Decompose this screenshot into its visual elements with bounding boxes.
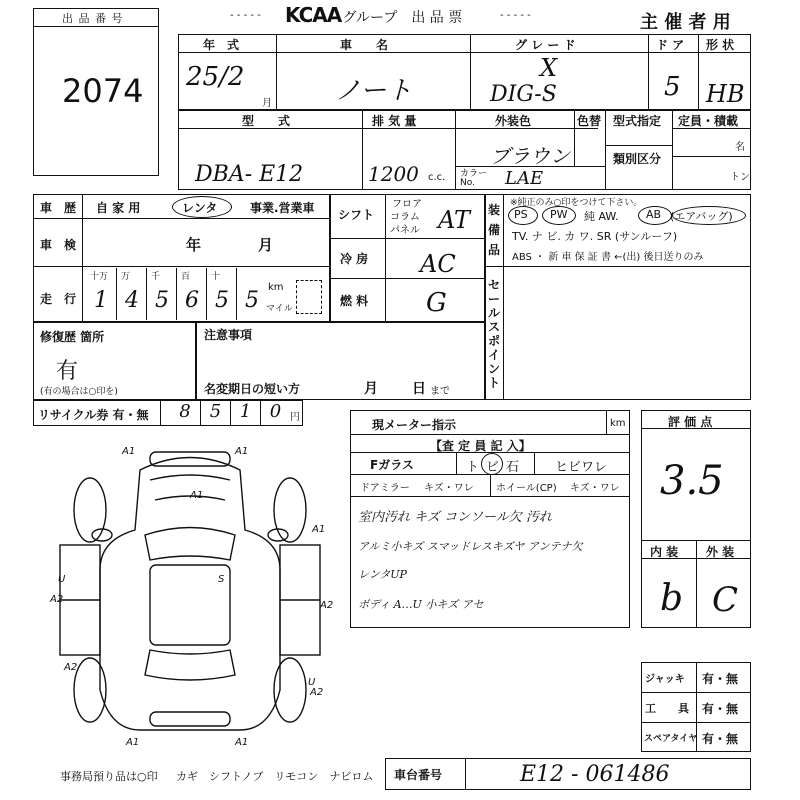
grade-value-2: DIG-S <box>490 82 557 107</box>
ac-label: 冷 房 <box>340 252 369 266</box>
exterior-color-label: 外装色 <box>495 114 532 128</box>
equipment-note: ※純正のみ○印をつけて下さい。 <box>510 198 643 208</box>
glass-stone: 石 <box>506 460 520 475</box>
evaluation-score: 3.5 <box>660 458 724 504</box>
repair-value: 有 <box>56 359 79 384</box>
mileage-digit-header: 百 <box>181 272 191 282</box>
recycle-digit: 1 <box>230 401 260 425</box>
mileage-digits <box>86 268 266 320</box>
type-spec-label: 型式指定 <box>613 114 662 128</box>
mile-checkbox <box>296 280 322 314</box>
glass-bi-circle <box>481 453 503 475</box>
evaluation-label: 評 価 点 <box>668 415 713 429</box>
recycle-digit: 8 <box>179 401 191 422</box>
mileage-digit: 5 <box>245 288 259 313</box>
car-name-value: ノート <box>335 76 413 106</box>
name-change-day: 日 <box>412 381 426 397</box>
ac-value: AC <box>420 250 456 278</box>
recycle-label: リサイクル券 有・無 <box>38 408 149 422</box>
equipment-label: 装 備 品 <box>488 203 501 257</box>
mark-a1-front-right: A1 <box>235 446 249 457</box>
organizer-label: 主 催 者 用 <box>640 12 731 33</box>
equip-ps: PS <box>514 208 528 221</box>
mileage-digit: 5 <box>155 288 169 313</box>
persons-unit: 名 <box>735 142 745 153</box>
mileage-digit-header: 万 <box>121 272 131 282</box>
glass-crack: ヒビワレ <box>555 460 608 475</box>
mileage-unit-mile: マイル <box>266 304 293 314</box>
mileage-digit: 6 <box>185 288 199 313</box>
mirror-label: ドアミラー <box>360 483 410 494</box>
model-value: DBA- E12 <box>195 162 304 187</box>
rear-window <box>145 650 235 680</box>
capacity-label: 定員・積載 <box>678 114 739 128</box>
rental-circle <box>172 196 232 218</box>
mirror-options: キズ・ワレ <box>424 483 474 494</box>
equipment-line2: TV. ナ ビ. カ ワ. SR (サンルーフ) <box>512 230 678 243</box>
mileage-digit-cell <box>116 268 146 320</box>
shift-option-floor: フロア <box>392 199 422 210</box>
shift-value: AT <box>438 206 471 234</box>
rear-right-wheel <box>274 658 306 722</box>
repair-note: (有の場合は○印を) <box>40 387 118 397</box>
header-dashes-left: ‐ ‐ ‐ ‐ ‐ <box>230 10 261 21</box>
name-change-label: 名変期日の短い方 <box>204 382 301 396</box>
front-right-wheel <box>274 478 306 542</box>
glass-label: Fガラス <box>370 458 414 472</box>
mileage-digit-header: 十 <box>211 272 221 282</box>
mileage-digit-header: 千 <box>151 272 161 282</box>
mark-a1-rear-right: A1 <box>235 737 249 748</box>
form-title: .グループ 出 品 票 <box>338 10 463 26</box>
chassis-number: E12 - 061486 <box>520 762 670 787</box>
mark-a2-left: A2 <box>50 594 64 605</box>
lot-label: 出 品 番 号 <box>62 12 124 25</box>
inspector-comment-1: 室内汚れ キズ コンソール欠 汚れ <box>358 510 552 525</box>
name-change-month: 月 <box>364 381 378 397</box>
color-no-value: LAE <box>505 168 544 189</box>
doors-label: ド ア <box>656 38 685 52</box>
tons-unit: トン <box>730 172 750 183</box>
meter-unit: km <box>610 418 626 429</box>
mark-a1-right: A1 <box>312 524 326 535</box>
repair-label: 修復歴 箇所 <box>40 330 105 344</box>
inspection-month-unit: 月 <box>258 236 274 254</box>
mileage-label: 走 行 <box>40 292 77 306</box>
equip-ab: AB <box>646 208 662 221</box>
month-unit: 月 <box>262 98 272 109</box>
sales-point-label: セールスポイント <box>488 278 501 390</box>
spare-tire-label: スペアタイヤ <box>644 734 698 744</box>
mileage-digit-cell <box>206 268 236 320</box>
mark-a1-front-left: A1 <box>122 446 136 457</box>
shift-option-column: コラム <box>390 212 420 223</box>
name-change-until: まで <box>430 386 450 397</box>
wheel-options: キズ・ワレ <box>570 483 620 494</box>
tools-label: 工 具 <box>645 702 689 715</box>
recycle-digit: 5 <box>200 401 230 425</box>
office-items: カギ シフトノブ リモコン ナビロム <box>176 770 374 783</box>
inspector-comment-3: レンタUP <box>358 568 407 581</box>
exterior-color-value: ブラウン <box>490 144 570 168</box>
mark-a2-rear-right: A2 <box>310 687 324 698</box>
mileage-digit: 4 <box>125 288 139 313</box>
mileage-digit-cell <box>86 268 116 320</box>
equipment-line3: ABS ・ 新 車 保 証 書 ←(出) 後日送りのみ <box>512 252 704 263</box>
jack-value: 有・無 <box>702 672 739 686</box>
mileage-digit: 5 <box>215 288 229 313</box>
mileage-digit-cell <box>176 268 206 320</box>
mark-u-right: U <box>308 677 316 688</box>
rear-bumper <box>150 712 230 726</box>
equip-aw: 純 AW. <box>584 210 619 223</box>
equip-airbag: (エアバッグ) <box>670 210 733 223</box>
car-damage-diagram <box>40 440 340 760</box>
cc-unit: c.c. <box>428 172 446 183</box>
model-label: 型 式 <box>242 114 291 128</box>
history-rental: レンタ <box>182 201 218 215</box>
mark-a1-rear-left: A1 <box>126 737 140 748</box>
jack-label: ジャッキ <box>645 674 685 685</box>
car-name-label: 車 名 <box>340 38 389 52</box>
mark-s-roof: S <box>218 574 225 585</box>
interior-label: 内 装 <box>650 545 679 559</box>
front-bumper <box>150 452 230 466</box>
history-private: 自 家 用 <box>96 201 141 215</box>
interior-grade: b <box>660 578 684 619</box>
doors-value: 5 <box>664 72 681 102</box>
shift-label: シフト <box>338 208 375 222</box>
mileage-digit-header: 十万 <box>90 272 109 282</box>
repaint-label: 色替 <box>577 114 602 128</box>
glass-to: ト <box>466 460 480 475</box>
recycle-digit: 0 <box>260 401 290 425</box>
mileage-digit-cell <box>236 268 266 320</box>
meter-label: 現メーター指示 <box>372 418 457 432</box>
history-label: 車 歴 <box>40 201 77 215</box>
brand-logo: KCAA <box>285 3 342 27</box>
tools-value: 有・無 <box>702 702 739 716</box>
glass-bi: ビ <box>486 460 500 475</box>
grade-value-1: X <box>540 54 558 82</box>
shift-option-panel: パネル <box>390 225 420 236</box>
mark-a2-rear-left: A2 <box>64 662 78 673</box>
office-note: 事務局預り品は○印 <box>60 770 158 783</box>
rear-left-wheel <box>74 658 106 722</box>
header-dashes-right: ‐ ‐ ‐ ‐ ‐ <box>500 10 531 21</box>
displacement-value: 1200 <box>368 162 419 186</box>
mileage-unit-km: km <box>268 282 284 293</box>
chassis-label: 車台番号 <box>394 768 443 782</box>
inspector-comment-4: ボディ A…U 小キズ アセ <box>358 598 484 611</box>
exterior-label: 外 装 <box>706 545 735 559</box>
front-left-wheel <box>74 478 106 542</box>
recycle-yen: 円 <box>290 412 300 423</box>
mark-u-left: U <box>58 574 66 585</box>
mileage-digit: 1 <box>94 288 108 313</box>
class-label: 類別区分 <box>613 152 662 166</box>
year-value: 25/2 <box>186 62 245 92</box>
inspector-title: 【査 定 員 記 入】 <box>430 439 531 453</box>
fuel-label: 燃 料 <box>340 294 369 308</box>
spare-tire-value: 有・無 <box>702 732 739 746</box>
front-windshield <box>145 528 235 561</box>
shape-value: HB <box>706 80 745 108</box>
fuel-value: G <box>426 288 447 318</box>
notes-label: 注意事項 <box>204 328 253 342</box>
year-label: 年 式 <box>203 38 240 52</box>
inspection-year-unit: 年 <box>186 236 202 254</box>
shape-label: 形 状 <box>706 38 735 52</box>
displacement-label: 排 気 量 <box>372 114 417 128</box>
grade-label: グ レ ー ド <box>515 38 576 52</box>
history-business: 事業.営業車 <box>250 201 315 215</box>
exterior-grade: C <box>712 580 739 620</box>
equip-pw: PW <box>550 208 568 221</box>
lot-number: 2074 <box>62 72 144 110</box>
mark-a1-hood: A1 <box>190 490 204 501</box>
recycle-digits <box>170 401 290 425</box>
inspector-comment-2: アルミ小キズ スマッドレスキズヤ アンテナ欠 <box>358 540 583 553</box>
mileage-digit-cell <box>146 268 176 320</box>
color-no-label: カラー No. <box>460 169 488 188</box>
wheel-label: ホイール(CP) <box>496 483 557 494</box>
mark-a2-right: A2 <box>320 600 334 611</box>
inspection-label: 車 検 <box>40 238 77 252</box>
